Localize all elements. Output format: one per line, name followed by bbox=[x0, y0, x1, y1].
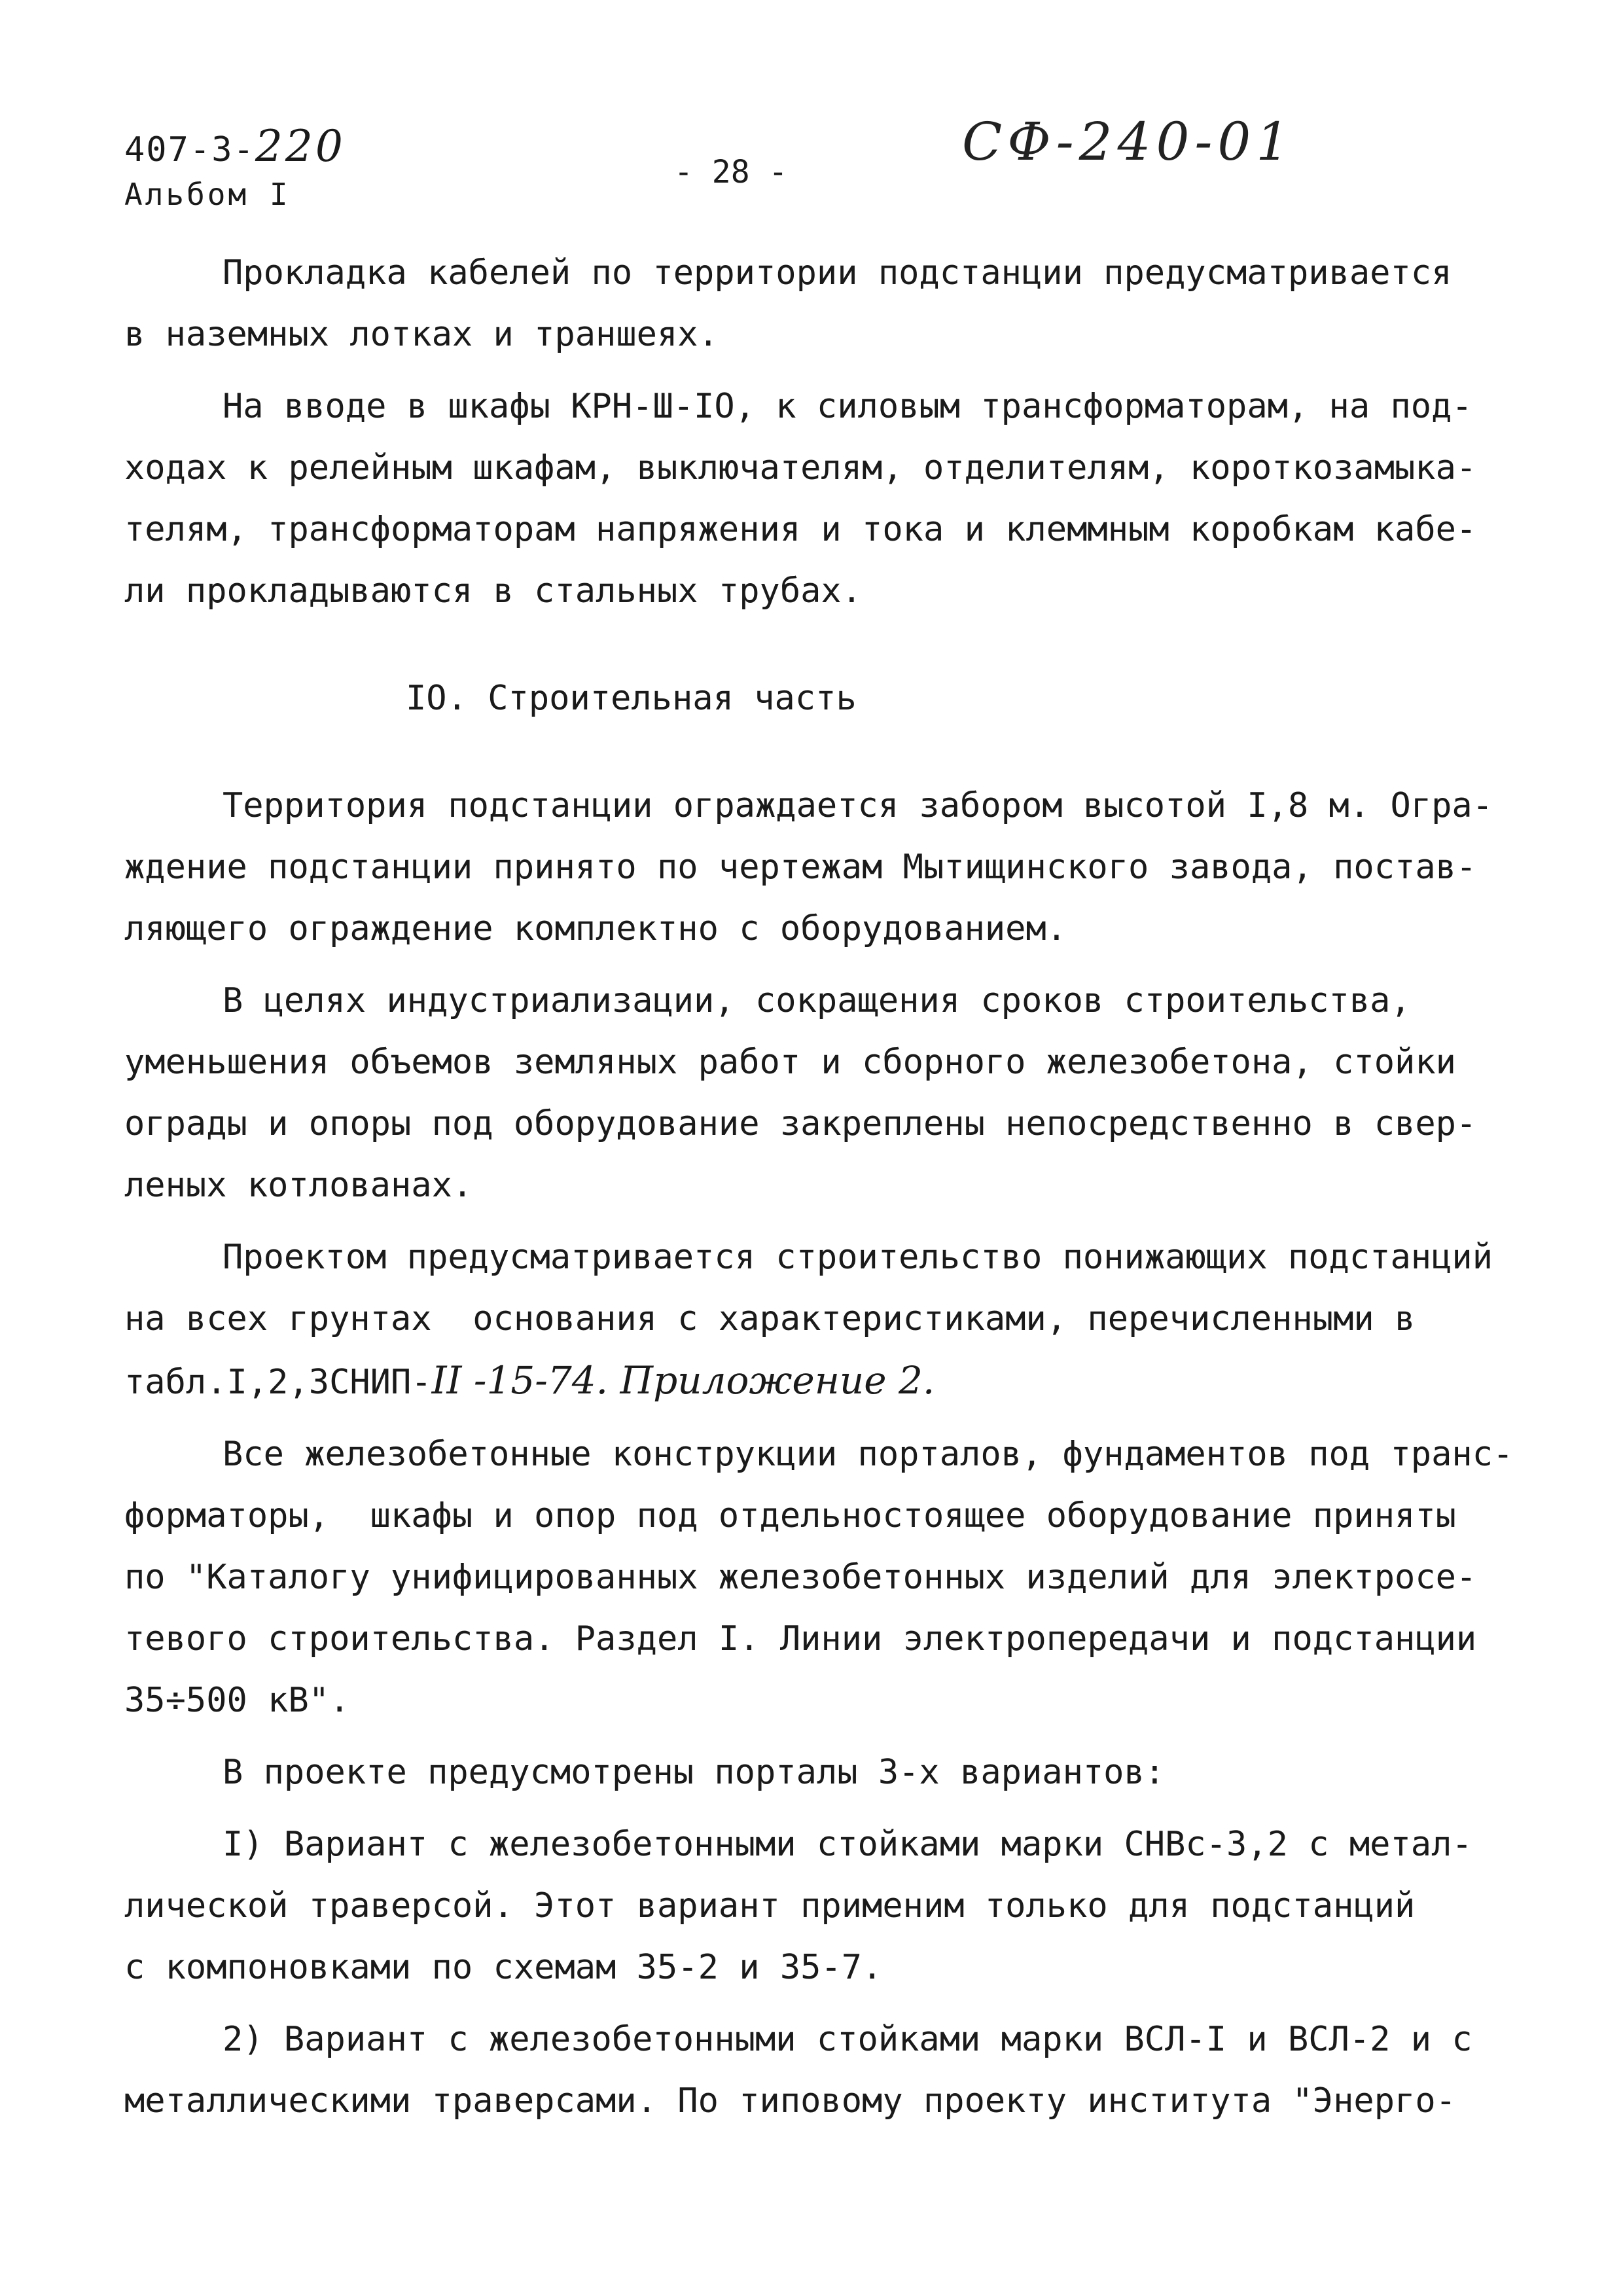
text-line: тевого строительства. Раздел I. Линии электропередачи и подстанции bbox=[124, 1619, 1477, 1659]
text-line: В целях индустриализации, сокращения сроков строительства, bbox=[223, 981, 1411, 1020]
text-line: телям, трансформаторам напряжения и тока и клеммным коробкам кабе- bbox=[124, 510, 1477, 549]
text-line: 2) Вариант с железобетонными стойками марки ВСЛ-I и ВСЛ-2 и с bbox=[223, 2020, 1472, 2059]
text-line: На вводе в шкафы КРН-Ш-IO, к силовым трансформаторам, на под- bbox=[223, 387, 1472, 426]
section-heading: IO. Строительная часть bbox=[406, 679, 857, 718]
paragraph-portal-variants bbox=[124, 1742, 1512, 1803]
paragraph-soils bbox=[124, 1227, 1512, 1413]
paragraph-variant-1 bbox=[124, 1814, 1512, 1998]
text-line: ли прокладываются в стальных трубах. bbox=[124, 571, 863, 611]
text-line: I) Вариант с железобетонными стойками марки СНВс-3,2 с метал- bbox=[223, 1825, 1472, 1864]
snip-reference-printed: табл.I,2,3СНИП- bbox=[124, 1363, 432, 1402]
text-line: ляющего ограждение комплектно с оборудованием. bbox=[124, 909, 1067, 948]
text-line: ждение подстанции принято по чертежам Мытищинского завода, постав- bbox=[124, 848, 1477, 887]
document-code bbox=[124, 121, 346, 171]
text-line: по "Каталогу унифицированных железобетонных изделий для электросе- bbox=[124, 1558, 1477, 1597]
text-line: уменьшения объемов земляных работ и сборного железобетона, стойки bbox=[124, 1043, 1456, 1082]
text-line: леных котлованах. bbox=[124, 1166, 473, 1205]
text-line: Территория подстанции ограждается забором высотой I,8 м. Огра- bbox=[223, 786, 1493, 825]
text-line: лической траверсой. Этот вариант применим только для подстанций bbox=[124, 1886, 1416, 1926]
text-line: Все железобетонные конструкции порталов, фундаментов под транс- bbox=[223, 1435, 1514, 1474]
text-line: 35÷500 кВ". bbox=[124, 1681, 350, 1720]
text-line: Проектом предусматривается строительство понижающих подстанций bbox=[223, 1238, 1493, 1277]
text-line: металлическими траверсами. По типовому проекту института "Энерго- bbox=[124, 2081, 1456, 2121]
text-line: форматоры, шкафы и опор под отдельностоящее оборудование приняты bbox=[124, 1496, 1456, 1535]
paragraph-fence bbox=[124, 775, 1512, 960]
text-line: В проекте предусмотрены порталы 3-х вариантов: bbox=[223, 1753, 1166, 1792]
text-line: ходах к релейным шкафам, выключателям, отделителям, короткозамыка- bbox=[124, 448, 1477, 488]
text-line: в наземных лотках и траншеях. bbox=[124, 315, 719, 354]
paragraph-steel-pipes bbox=[124, 376, 1512, 622]
paragraph-industrialization bbox=[124, 970, 1512, 1216]
text-line: на всех грунтах основания с характеристиками, перечисленными в bbox=[124, 1299, 1416, 1338]
document-code-printed: 407-3- bbox=[124, 130, 255, 170]
paragraph-variant-2 bbox=[124, 2009, 1512, 2132]
paragraph-catalogue bbox=[124, 1424, 1512, 1731]
album-label: Альбом I bbox=[124, 177, 291, 212]
text-line-with-handwriting bbox=[26, 1350, 1512, 1413]
page-number: - 28 - bbox=[674, 154, 788, 190]
document-code-handwritten: 220 bbox=[255, 121, 346, 171]
body-text bbox=[124, 242, 1512, 2142]
text-line: с компоновками по схемам 35-2 и 35-7. bbox=[124, 1948, 883, 1987]
text-line: Прокладка кабелей по территории подстанции предусматривается bbox=[223, 253, 1452, 293]
snip-reference-handwritten: II -15-74. Приложение 2. bbox=[431, 1358, 935, 1403]
paragraph-cable-laying bbox=[124, 242, 1512, 365]
handwritten-stamp: СФ-240-01 bbox=[962, 111, 1295, 172]
text-line: ограды и опоры под оборудование закреплены непосредственно в свер- bbox=[124, 1104, 1477, 1143]
